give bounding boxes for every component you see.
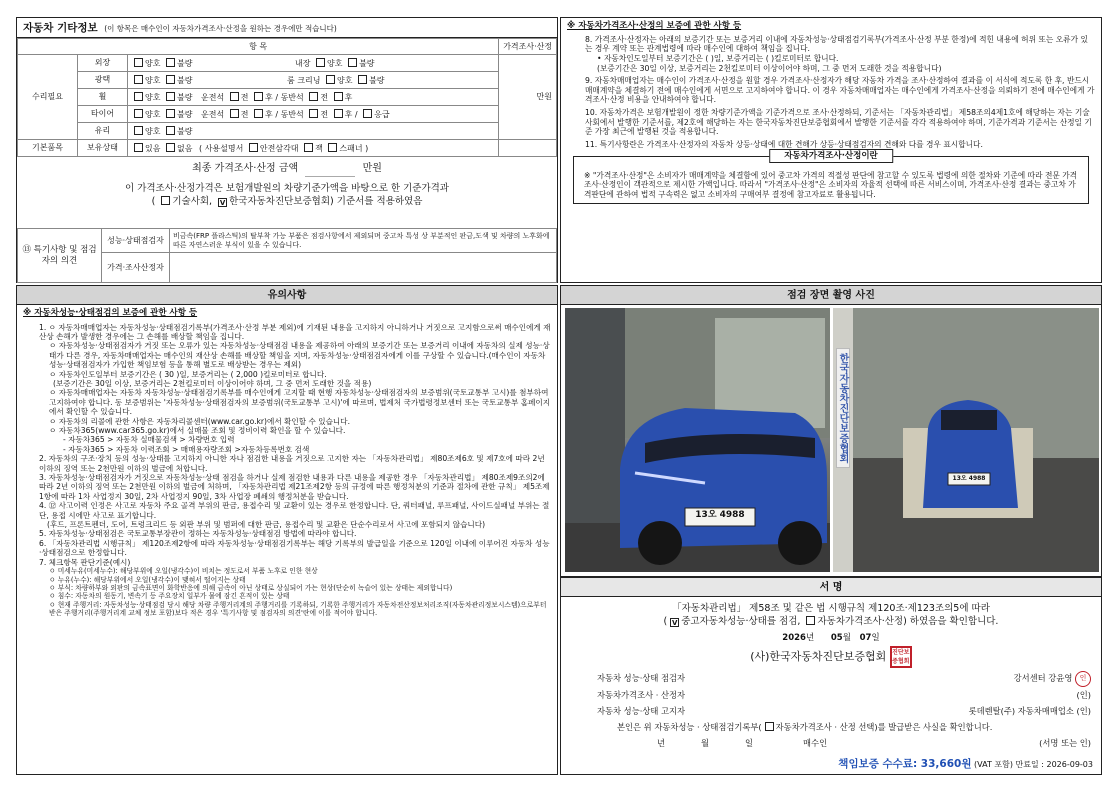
para-10: 10. 자동차가격은 보험개발원이 정한 차량기준가액을 기준가격으로 조사·산정하되, 기준서는 「자동차관리법」 제58조의4제1호에 해당하는 자는 기술사회에서 발행한 기준서를, 제2호에 해당하는 자는 한국자동차진단보증협회에서 발행한 기준서를 각각 적용하여야 하며, 기준가격과 기준서는 산정일 기준 가장 최근에 발행된 것을 적용합니다.: [585, 108, 1092, 137]
photo-panel: [560, 285, 1102, 577]
signature-date: [561, 633, 1101, 644]
caution-item: 7. 체크항목 판단기준(예시): [39, 557, 131, 567]
price-warranty-text: [567, 35, 1095, 150]
fee-row: [838, 758, 1093, 771]
checkbox[interactable]: [134, 126, 143, 135]
checkbox[interactable]: [166, 75, 175, 84]
para-8: 8. 가격조사·산정자는 아래의 보증기간 또는 보증거리 이내에 자동차성능·상태점검기록부(가격조사·산정 부분 한정)에 적힌 내용에 허위 또는 오류가 있는 경우 계약 또는 관계법령에 따라 매수인에 대하여 책임을 집니다.: [585, 34, 1088, 54]
label-driver: 운전석: [201, 109, 225, 119]
label-good: 양호: [327, 58, 343, 68]
caution-panel: [16, 285, 558, 775]
sig-appraiser-value: (인): [1076, 689, 1091, 700]
price-warranty-panel: [560, 17, 1102, 283]
caution-body: [17, 305, 557, 621]
other-info-table: [17, 38, 557, 157]
label-front: 전: [320, 109, 329, 119]
caution-item: ㅇ 부식: 차량하부와 외판의 금속표면이 화학반응에 의해 금속이 아닌 상태로 상실되어 가는 현상(단순히 녹슬어 있는 상태는 제외합니다): [49, 583, 453, 592]
price-warranty-title: ※ 자동차가격조사·산정의 보증에 관한 사항 등: [567, 21, 742, 31]
front-plate: 13오 4988: [695, 510, 745, 520]
definition-title: 자동차가격조사·산정이란: [769, 149, 893, 164]
sig-inspector-label: 자동차 성능·상태 점검자: [597, 673, 686, 684]
row-wheel-values: [128, 89, 499, 106]
label-good: 양호: [145, 92, 161, 102]
caution-item: (후드, 프론트펜더, 도어, 트렁크리드 등 외판 부위 및 범퍼에 대한 판금, 용접수리 및 교환은 단순수리로서 사고에 포함되지 않습니다): [47, 520, 486, 530]
label-triangle: 안전삼각대: [259, 143, 299, 153]
special-table: [17, 228, 557, 283]
date-month-label: 월: [842, 632, 851, 643]
basis-line1: 이 가격조사·산정가격은 보험개발원의 차량기준가액을 바탕으로 한 기준가격과: [125, 182, 449, 194]
date-month: 05: [830, 632, 843, 643]
rear-car-illustration: [833, 308, 1099, 572]
caution-item: 6. 「자동차관리법 시행규칙」 제120조제2항에 따라 자동차성능·상태점검기록부는 해당 기록부의 발급일을 기준으로 120일 이내에 이루어진 자동차 성능·상태점검으로 한정합니다.: [39, 538, 550, 558]
checkbox[interactable]: [134, 92, 143, 101]
caution-list: [23, 323, 551, 618]
confirm-a: 본인은 위 자동차성능 · 상태점검기록부(: [617, 721, 762, 732]
label-bad: 불량: [177, 126, 193, 136]
caution-subtitle: ※ 자동차성능·상태점검의 보증에 관한 사항 등: [23, 308, 198, 318]
buyer-label: 매수인: [803, 737, 828, 748]
caution-item: ㅇ 침수: 자동차의 원동기, 변속기 등 주요장치 일부가 물에 잠긴 흔적이 있는 상태: [49, 592, 290, 601]
col-item: 항 목: [18, 39, 499, 55]
checkbox[interactable]: [134, 75, 143, 84]
banner: 한국자동차진단보증협회: [836, 348, 850, 468]
label-good: 양호: [145, 75, 161, 85]
signature-rows: [561, 668, 1101, 751]
sig-inspector-value: 강서센터 강윤영: [1013, 673, 1073, 684]
signature-law: 「자동차관리법」 제58조 및 같은 법 시행규칙 제120조·제123조의5에 따라: [672, 603, 990, 614]
checkbox[interactable]: [166, 109, 175, 118]
caution-item: ㅇ 자동차인도일부터 보증기간은 ( 30 )일, 보증거리는 ( 2,000 )킬로미터로 합니다.: [49, 369, 327, 379]
basic-label: 기본품목: [18, 140, 78, 157]
col-price: 가격조사·산정: [499, 39, 557, 55]
sig-notifier-value: 롯데렌탈(주) 자동차매매업소 (인): [968, 705, 1091, 716]
checkbox[interactable]: [358, 75, 367, 84]
row-gloss-values: [128, 72, 499, 89]
caution-item: 1. ㅇ 자동차매매업자는 자동차성능·상태점검기록부(가격조사·산정 부분 제외)에 기재된 내용을 고지하지 아니하거나 거짓으로 고지함으로써 매수인에게 재산상 손해가 발생한 경우에는 그 손해를 배상할 책임을 집니다.: [39, 322, 551, 341]
row-exterior-values: [128, 55, 499, 72]
checkbox[interactable]: [166, 92, 175, 101]
label-none: 없음: [177, 143, 193, 153]
fee-amount: 책임보증 수수료: 33,660원: [838, 757, 972, 770]
sig-confirm: [597, 719, 1091, 735]
row-room: 룸 크리닝: [287, 75, 321, 85]
para-8c: (보증기간은 30일 이상, 보증거리는 2천킬로미터 이상이어야 하며, 그 중 먼저 도래한 것을 적용합니다): [597, 63, 942, 73]
basic-values: [128, 140, 499, 157]
final-amount-input[interactable]: [305, 163, 355, 177]
caution-item: 5. 자동차성능·상태점검은 국토교통부장관이 정하는 자동차성능·상태점검 방법에 따라야 합니다.: [39, 529, 357, 539]
checkbox[interactable]: [166, 143, 175, 152]
checkbox[interactable]: [134, 58, 143, 67]
sig-row-appraiser: [597, 687, 1091, 703]
checkbox[interactable]: [334, 109, 343, 118]
sig-row-notifier: [597, 703, 1091, 719]
caution-item: (보증기간은 30일 이상, 보증거리는 2천킬로미터 이상이어야 하며, 그 중 먼저 도래한 것을 적용): [53, 378, 372, 388]
row-exterior: 외장: [78, 55, 128, 72]
checkbox[interactable]: [230, 92, 239, 101]
label-has: 있음: [145, 143, 161, 153]
date-day-label: 일: [871, 632, 880, 643]
signature-title: 서 명: [561, 578, 1101, 597]
checkbox-checked[interactable]: V: [219, 199, 226, 208]
fee-vat: (VAT 포함): [974, 759, 1013, 769]
checkbox[interactable]: [309, 92, 318, 101]
sig-appraiser-label: 자동차가격조사 · 산정자: [597, 689, 686, 700]
confirm-b: 자동차가격조사 · 산정 선택)를 발급받은 사실을 확인합니다.: [775, 721, 993, 732]
other-info-title: 자동차 기타정보: [23, 22, 98, 34]
para-9: 9. 자동차매매업자는 매수인이 가격조사·산정을 원할 경우 가격조사·산정자가 해당 자동차 가격을 조사·산정하여 결과를 이 서식에 적도록 한 후, 반드시 매매계약을 체결하기 전에 매수인에게 서면으로 고지하여야 합니다. 이 경우 자동차매매업자는 매수인에게 가격조사·산정을 의뢰하기 전에 매수인에게 가격조사·산정 비용을 안내하여야 합니다.: [585, 76, 1095, 105]
front-photo: [565, 308, 830, 572]
checkbox[interactable]: [326, 75, 335, 84]
special-label: ⑬ 특기사항 및 점검자의 의견: [18, 229, 102, 283]
label-front: 전: [240, 92, 249, 102]
opt-open: (: [663, 615, 668, 627]
sig-notifier-label: 자동차 성능·상태 고지자: [597, 705, 686, 716]
repair-label: 수리필요: [18, 55, 78, 140]
caution-item: ㅇ 미세누유(미세누수): 해당부위에 오일(냉각수)이 비치는 정도로서 부품 노후로 인한 현상: [49, 567, 318, 576]
final-amount-row: [17, 163, 557, 177]
caution-item: ㅇ 자동차성능·상태점검자가 거짓 또는 오류가 있는 자동차성능·상태점검 내용을 제공하여 아래의 보증기간 또는 보증거리 이내에 자동차의 실제 성능·상태가 다른 경우, 자동차매매업자는 매수인의 재산상 손해를 배상할 책임을 지며, 자동차성능·상태점검자에게 이를 구상할 수 있습니다.(매수인이 자동차성능·상태점검자가 가입한 책임보험 등을 통해 별도로 배상받는 경우는 제외): [49, 341, 550, 370]
checkbox[interactable]: [348, 58, 357, 67]
checkbox-checked[interactable]: V: [672, 618, 678, 627]
para-8b: • 자동차인도일부터 보증기간은 ( )일, 보증거리는 ( )킬로미터로 합니다.: [597, 53, 839, 63]
basis-line2: [17, 196, 557, 208]
other-info-header: [17, 18, 557, 38]
caution-item: 3. 자동차성능·상태점검자가 거짓으로 자동차성능·상태 점검을 하거나 실제 점검한 내용과 다른 내용을 제공한 경우 「자동차관리법」 제80조제9조의2에 따라 2년 이하의 징역 또는 2천만원 이하의 벌금에 처하며, 「자동차관리법 제21조제2항 등의 규정에 따른 행정처분의 기준과 절차에 관한 규칙」 제5조제1항에 따라 1차 사업정지 30일, 2차 사업정지 90일, 3차 사업장 폐쇄의 행정처분을 받습니다.: [39, 473, 550, 501]
row-tire-values: 양호 불량 운전석 전 후 / 동반석 전 후 / 응급: [128, 106, 499, 123]
caution-item: ㅇ 자동차365(www.car365.go.kr)에서 실매물 조회 및 정비이력 확인을 할 수 있습니다.: [49, 426, 346, 435]
signature-org: (사)한국자동차진단보증협회: [750, 650, 887, 664]
label-bad: 불량: [359, 58, 375, 68]
label-bad: 불량: [369, 75, 385, 85]
date-day: 07: [859, 632, 872, 643]
label-good: 양호: [145, 109, 161, 119]
caution-item: ㅇ 누유(누수): 해당부위에서 오일(냉각수)이 맺혀서 떨어지는 상태: [49, 575, 246, 584]
special-price-label: 가격·조사산정자: [102, 253, 170, 283]
inspector-seal: 인: [1075, 671, 1091, 687]
label-bad: 불량: [177, 92, 193, 102]
label-bad: 불량: [177, 109, 193, 119]
label-rear: 후: [265, 92, 273, 102]
caution-item: - 자동차365 > 자동차 이력조회 > 매매용자량조회 >자동차등록번호 검색: [63, 444, 310, 454]
caution-item: ㅇ 자동차의 리콜에 관한 사항은 자동차리콜센터(www.car.go.kr)에서 확인할 수 있습니다.: [49, 416, 350, 426]
definition-text: ※ "가격조사·산정"은 소비자가 매매계약을 체결함에 있어 중고차 가격의 적절성 판단에 참고할 수 있도록 법령에 의한 절차와 기준에 따라 전문 가격조사·산정인이 객관적으로 제시한 가액입니다. 따라서 "가격조사·산정"은 소비자의 자율적 선택에 따른 서비스이며, 가격조사·산정 결과는 중고차 가격판단에 관하여 법적 구속력은 없고 소비자의 구매여부 결정에 참고자료로 활용됩니다.: [584, 170, 1078, 199]
basis-open: (: [151, 196, 159, 208]
label-good: 양호: [337, 75, 353, 85]
opt-b: 자동차가격조사·산정) 하였음을 확인합니다.: [817, 615, 999, 627]
label-good: 양호: [145, 58, 161, 68]
checkbox[interactable]: [230, 109, 239, 118]
rear-plate: 13오 4988: [952, 475, 986, 482]
front-car-illustration: [565, 308, 830, 572]
label-bad: 불량: [177, 75, 193, 85]
para-11: 11. 특기사항란은 가격조사·산정자의 자동차 상등·상태에 대한 견해가 상등·상태점검자의 견해와 다를 경우 표시합니다.: [585, 139, 983, 149]
label-bad: 불량: [177, 58, 193, 68]
checkbox[interactable]: [765, 722, 774, 731]
basis-kada: 한국자동차진단보증협회) 기준서를 적용하였음: [229, 196, 423, 208]
special-price-text: [170, 253, 557, 283]
label-rear: 후: [265, 109, 273, 119]
sig-row-inspector: [597, 670, 1091, 687]
row-wheel: 휠: [78, 89, 128, 106]
buyer-sign: (서명 또는 인): [1039, 737, 1091, 748]
manwon: 만원: [499, 55, 557, 140]
row-tire: 타이어: [78, 106, 128, 123]
caution-title: 유의사항: [17, 286, 557, 305]
buyer-year: 년: [657, 737, 666, 748]
label-front: 전: [320, 92, 329, 102]
caution-item: 2. 자동차의 구조·장치 등의 성능·상태를 고지하지 아니한 자나 점검한 내용을 거짓으로 고지한 자는 「자동차관리법」 제80조제6호 및 제7호에 따라 2년 이하의 징역 또는 2천만원 이하의 벌금에 처합니다.: [39, 454, 545, 473]
checkbox[interactable]: [166, 126, 175, 135]
checkbox[interactable]: [166, 58, 175, 67]
label-good: 양호: [145, 126, 161, 136]
price-warranty-body: [561, 18, 1101, 207]
basic-price: [499, 140, 557, 157]
row-interior: 내장: [295, 58, 311, 68]
checkbox[interactable]: [316, 58, 325, 67]
basis-tech: 기술사회,: [172, 196, 216, 208]
special-perf-label: 성능·상태점검자: [102, 229, 170, 253]
caution-item: - 자동차365 > 자동차 실매물검색 > 차량번호 입력: [63, 435, 235, 445]
final-unit: 만원: [362, 163, 382, 174]
row-glass-values: [128, 123, 499, 140]
signature-org-row: [561, 646, 1101, 668]
date-year-label: 년: [805, 632, 815, 643]
row-glass: 유리: [78, 123, 128, 140]
basic-state: 보유상태: [78, 140, 128, 157]
sig-buyer-row: [597, 735, 1091, 751]
checkbox[interactable]: [254, 92, 263, 101]
other-info-note: (이 항목은 매수인이 자동차가격조사·산정을 원하는 경우에만 적습니다): [104, 24, 337, 33]
label-rear: 후: [344, 92, 353, 102]
caution-item: 4. ⑫ 사고이력 인정은 사고로 자동차 주요 골격 부위의 판금, 용접수리 및 교환이 있는 경우로 한정합니다. 단, 쿼터패널, 루프패널, 사이드실패널 부위는 절단, 용접 시에만 사고로 표기합니다.: [39, 501, 550, 520]
checkbox[interactable]: [806, 616, 815, 625]
label-front: 전: [240, 109, 249, 119]
label-driver: 운전석: [201, 92, 225, 102]
checkbox[interactable]: [254, 109, 263, 118]
final-label: 최종 가격조사·산정 금액: [192, 163, 299, 174]
label-emergency: 응급: [374, 109, 390, 119]
checkbox[interactable]: [134, 109, 143, 118]
checkbox[interactable]: [309, 109, 318, 118]
definition-box: [573, 150, 1089, 205]
org-seal: 진단보증협회: [890, 646, 912, 668]
caution-item: ㅇ 현재 주행거리: 자동차성능·상태점검 당시 해당 차량 주행거리계의 주행거리를 기록하되, 기록한 주행거리가 자동차전산정보처리조직(자동차관리정보시스템)으로부터 받은 주행거리(주행거리계 교체 정보 포함)보다 적은 경우 '특기사항 및 점검자의 의견'란에 이를 적어야 합니다.: [49, 600, 547, 618]
caution-item: ㅇ 자동차매매업자는 자동차 자동차성능·상태점검기록부를 매수인에게 고지할 때 현행 자동차성능·상태점검자의 보증범위(국토교통부 고시)를 첨부하여 고지하여야 합니다. 동 보증범위는 '자동차성능·상태점검자의 보증범위(국토교통부 고시)'에 따르며, 법제처 국가법령정보센터 또는 국토교통부 홈페이지에서 확인할 수 있습니다.: [49, 388, 551, 417]
other-info-panel: [16, 17, 558, 283]
label-spanner: 스패너 ): [339, 143, 369, 153]
label-rear: 후: [344, 109, 353, 119]
opt-a: 중고자동차성능·상태를 점검,: [681, 615, 801, 627]
rear-photo: [833, 308, 1099, 572]
checkbox[interactable]: [334, 92, 343, 101]
checkbox[interactable]: [249, 143, 258, 152]
row-gloss: 광택: [78, 72, 128, 89]
label-jack: 잭: [315, 143, 323, 153]
label-passenger: / 동반석: [275, 92, 304, 102]
checkbox[interactable]: [134, 143, 143, 152]
photo-title: 점검 장면 촬영 사진: [561, 286, 1101, 305]
signature-options: [561, 616, 1101, 628]
checkbox[interactable]: [363, 109, 372, 118]
buyer-day: 일: [745, 737, 754, 748]
checkbox[interactable]: [328, 143, 337, 152]
special-perf-text: 비금속(FRP 플라스틱)의 탈부착 가능 부품은 점검사항에서 제외되며 중고차 특성 상 부분적인 판금,도색 및 차량의 노후화에 따른 자연스러운 부식이 있을 수 있습니다.: [170, 229, 557, 253]
fee-expire: 만료일 : 2026-09-03: [1015, 759, 1093, 769]
label-passenger: / 동반석: [275, 109, 304, 119]
checkbox[interactable]: [161, 196, 170, 205]
signature-panel: [560, 577, 1102, 775]
checkbox[interactable]: [304, 143, 313, 152]
label-manual: ( 사용설명서: [199, 143, 244, 153]
buyer-month: 월: [701, 737, 710, 748]
date-year: 2026: [782, 632, 806, 643]
